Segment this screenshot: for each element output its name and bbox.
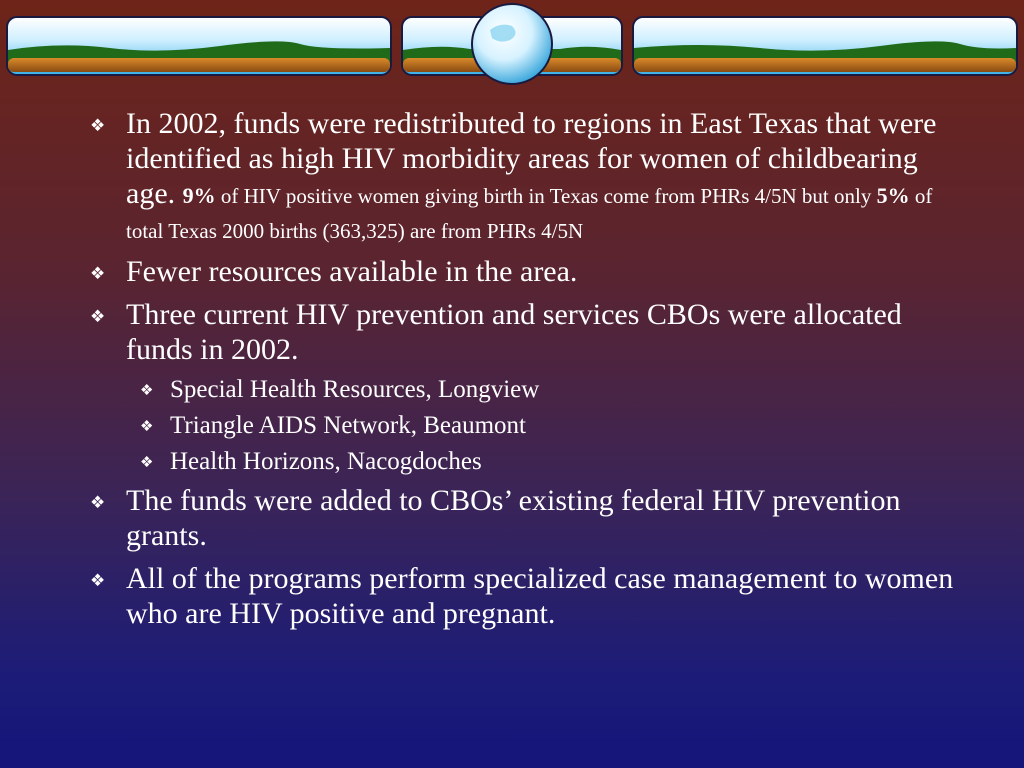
banner-panel-center: [402, 4, 622, 84]
diamond-bullet-icon: ❖: [140, 419, 154, 435]
sub-bullet-item: [88, 411, 958, 441]
diamond-bullet-icon: ❖: [90, 493, 106, 512]
globe-icon: [472, 4, 552, 84]
bullet-item: [88, 483, 958, 553]
diamond-bullet-icon: ❖: [90, 307, 106, 326]
bullet-item: [88, 106, 958, 246]
bullet-list: [88, 483, 958, 631]
sub-bullet-text: Special Health Resources, Longview: [170, 376, 540, 403]
sub-bullet-text: Health Horizons, Nacogdoches: [170, 448, 482, 475]
header-banner: [0, 0, 1024, 90]
diamond-bullet-icon: ❖: [90, 116, 106, 135]
bullet-item: [88, 297, 958, 367]
banner-panel-right: [633, 17, 1017, 75]
diamond-bullet-icon: ❖: [90, 264, 106, 283]
sub-bullet-item: [88, 447, 958, 477]
bullet-item: [88, 561, 958, 631]
slide-body: [88, 106, 958, 639]
stat-value: 9%: [182, 183, 216, 208]
stat-text: of total Texas 2000 births (363,325) are from PHRs 4/5N: [126, 184, 933, 243]
banner-panel-left: [7, 17, 391, 75]
sub-bullet-list: [88, 375, 958, 477]
sub-bullet-item: [88, 375, 958, 405]
stat-text: of HIV positive women giving birth in Texas come from PHRs 4/5N but only: [220, 184, 872, 208]
bullet-list: [88, 106, 958, 367]
bullet-text: In 2002, funds were redistributed to regions in East Texas that were identified as high HIV morbidity areas for women of childbearing age.: [126, 107, 937, 210]
bullet-text: Three current HIV prevention and services CBOs were allocated funds in 2002.: [126, 298, 902, 366]
bullet-text: The funds were added to CBOs’ existing federal HIV prevention grants.: [126, 484, 901, 552]
stat-value: 5%: [876, 183, 910, 208]
bullet-text: Fewer resources available in the area.: [126, 255, 578, 288]
bullet-text: All of the programs perform specialized case management to women who are HIV positive and pregnant.: [126, 562, 954, 630]
sub-bullet-text: Triangle AIDS Network, Beaumont: [170, 412, 526, 439]
diamond-bullet-icon: ❖: [90, 571, 106, 590]
diamond-bullet-icon: ❖: [140, 455, 154, 471]
diamond-bullet-icon: ❖: [140, 383, 154, 399]
bullet-item: [88, 254, 958, 289]
